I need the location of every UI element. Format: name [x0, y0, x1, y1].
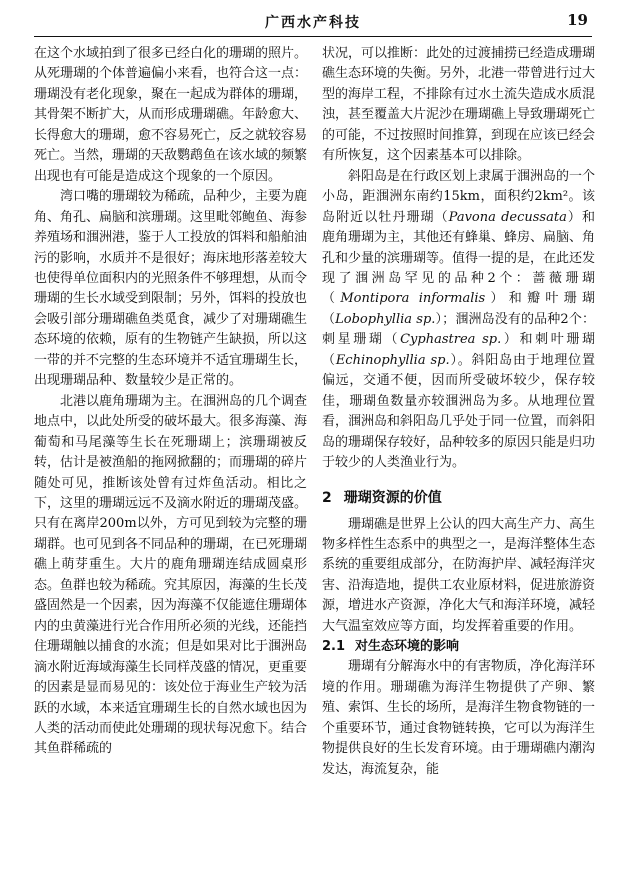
paragraph: 状况，可以推断：此处的过渡捕捞已经造成珊瑚礁生态环境的失衡。另外，北港一带曾进行过大型的海岸工程，不排除有过水土流失造成水质混浊，甚至覆盖大片泥沙在珊瑚礁上导致珊瑚死亡的可能，不过按照时间推算，到现在应该已经会有所恢复，这个因素基本可以排除。	[322, 46, 596, 164]
subsection-heading	[322, 637, 595, 657]
running-header	[34, 10, 592, 37]
text-run: ）；涠洲岛没有的品种2个：刺星珊瑚（	[322, 311, 595, 348]
paragraph-xieyang-island	[322, 167, 595, 474]
paragraph: 珊瑚礁是世界上公认的四大高生产力、高生物多样性生态系中的典型之一，是海洋整体生态系统的重要组成部分，在防海护岸、减轻海洋灾害、沿海造地，提供工农业原材料，促进旅游资源，增进水产资源，净化大气和海洋环境，减轻大气温室效应等方面，均发挥着重要的作用。	[322, 516, 596, 634]
text-run: ）和鹿角珊瑚为主，其他还有蜂巢、蜂房、扁脑、角孔和少量的滨珊瑚等。值得一提的是，在此还发现了涠洲岛罕见的品种2个：蔷薇珊瑚（	[322, 209, 596, 307]
page-number: 19	[567, 11, 588, 29]
paragraph: 珊瑚有分解海水中的有害物质，净化海洋环境的作用。珊瑚礁为海洋生物提供了产卵、繁殖、索饵、生长的场所，是海洋生物食物链的一个重要环节，通过食物链转换，它可以为海洋生物提供良好的生长发育环境。由于珊瑚礁内潮沟发达，海流复杂，能	[322, 659, 596, 777]
species-name: Pavona decussata	[448, 209, 567, 225]
species-name: Cyphastrea sp.	[400, 332, 502, 348]
paragraph: 北港以鹿角珊瑚为主。在涠洲岛的几个调查地点中，以此处所受的破坏最大。很多海藻、海葡萄和马尾藻等生长在死珊瑚上；滨珊瑚被反转，估计是被渔船的拖网掀翻的；而珊瑚的碎片随处可见，推断该处曾有过炸鱼活动。相比之下，这里的珊瑚远远不及滴水附近的珊瑚茂盛。只有在离岸200m以外，方可见到较为完整的珊瑚群。也可见到各不同品种的珊瑚，在已死珊瑚礁上萌芽重生。大片的鹿角珊瑚连结成圆桌形态。鱼群也较为稀疏。究其原因，海藻的生长茂盛固然是一个因素，因为海藻不仅能遮住珊瑚体内的虫黄藻进行光合作用所必须的光线，还能挡住珊瑚触以捕食的水流；但是如果对比于涠洲岛滴水附近海域海藻生长同样茂盛的情况，更重要的因素是显而易见的：该处位于海业生产较为活跃的水域，本来适宜珊瑚生长的自然水域也因为人类的活动而使此处珊瑚的现状每况愈下。结合其鱼群稀疏的	[34, 393, 308, 757]
journal-title: 广西水产科技	[265, 15, 361, 31]
section-heading	[322, 487, 595, 507]
species-name: Echinophyllia sp.	[335, 352, 450, 368]
species-name: Lobophyllia sp.	[335, 311, 436, 327]
left-column	[34, 44, 307, 760]
species-name: Montipora informalis	[340, 291, 486, 307]
paragraph: 在这个水域拍到了很多已经白化的珊瑚的照片。从死珊瑚的个体普遍偏小来看，也符合这一点：珊瑚没有老化现象，聚在一起成为群体的珊瑚，其骨架不断扩大，从而形成珊瑚礁。年龄愈大、长得愈大的珊瑚，愈不容易死亡，反之就较容易死亡。当然，珊瑚的天敌鹦鹉鱼在该水域的频繁出现也有可能是造成这个现象的一个原因。	[34, 46, 308, 184]
text-run: ）和瓣叶珊瑚（	[322, 291, 595, 327]
right-column	[322, 44, 595, 780]
text-run: ）和刺叶珊瑚（	[322, 332, 595, 368]
text-run: ）。斜阳岛由于地理位置偏远，交通不便，因而所受破坏较少，保存较佳，珊瑚鱼数量亦较涠洲岛为多。从地理位置看，涠洲岛和斜阳岛几乎处于同一位置，而斜阳岛的珊瑚保存较好，品种较多的原因只能是归功于较少的人类渔业行为。	[322, 352, 596, 471]
paragraph: 湾口嘴的珊瑚较为稀疏，品种少，主要为鹿角、角孔、扁脑和滨珊瑚。这里毗邻鲍鱼、海参养殖场和涠洲港，鉴于人工投放的饵料和船舶油污的影响，水质并不是很好；海床地形落差较大也使得单位面积内的光照条件不够理想，从而令珊瑚的生长水域受到限制；另外，饵料的投放也会吸引部分珊瑚礁鱼类觅食，减少了对珊瑚礁生态环境的依赖，原有的生物链产生缺损，所以这一带的并不完整的生态环境并不适宜珊瑚生长，出现珊瑚品种、数量较少是正常的。	[34, 189, 308, 389]
subsection-title: 对生态环境的影响	[355, 639, 460, 655]
section-number: 2	[322, 489, 332, 506]
section-title: 珊瑚资源的价值	[343, 489, 442, 506]
subsection-number: 2.1	[322, 639, 346, 655]
text-run: 斜阳岛是在行政区划上隶属于涠洲岛的一个小岛，距涠洲东南约15km，面积约2km²。该岛附近以牡丹珊瑚（	[322, 168, 596, 225]
